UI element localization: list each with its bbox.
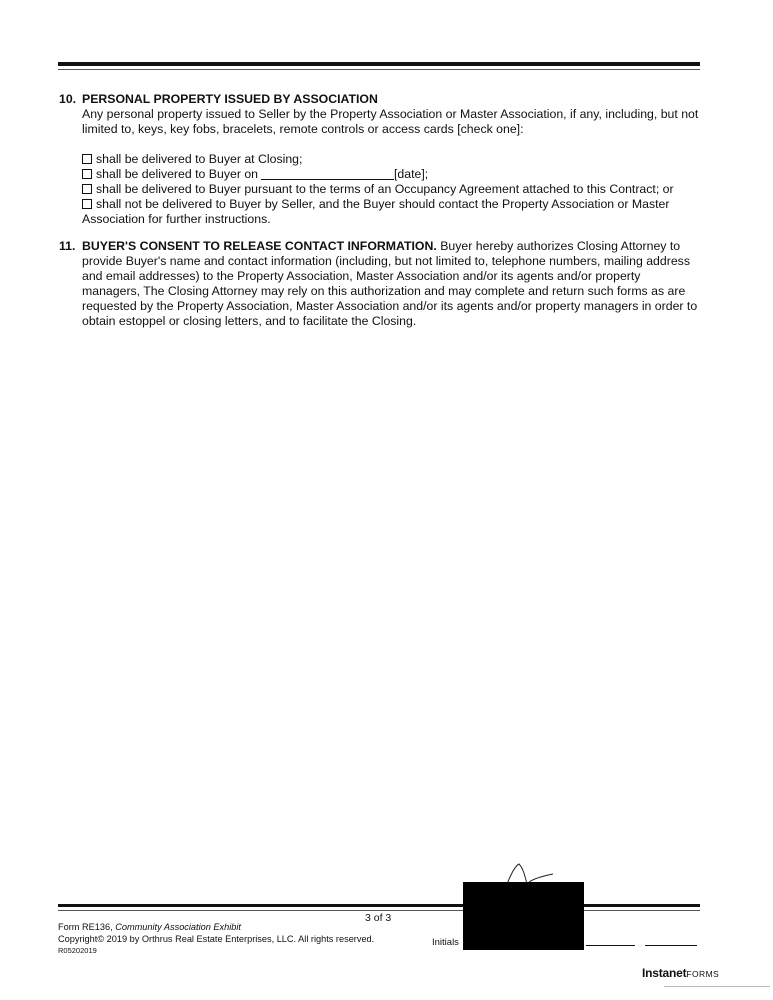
form-number: Form RE136, <box>58 922 113 932</box>
option-on-date <box>82 167 699 182</box>
redaction-block <box>463 882 584 950</box>
section-11 <box>59 239 699 329</box>
section-10-intro: Any personal property issued to Seller by the Property Association or Master Association, if any, including, but not limited to, keys, key fobs, bracelets, remote controls or access cards [check one]: <box>82 107 699 136</box>
initials-line-4[interactable] <box>645 945 697 946</box>
page-number: 3 of 3 <box>365 912 392 924</box>
logo-main: Instanet <box>642 966 687 980</box>
instanet-logo <box>642 966 719 980</box>
section-10 <box>59 92 699 227</box>
section-11-body: Buyer hereby authorizes Closing Attorney to provide Buyer's name and contact information (including, but not limited to, telephone numbers, mailing address and email addresses) to the Property Association, Master Association and/or its agents and/or property managers, The Closing Attorney may rely on this authorization and may complete and return such forms as are requested by the Property Association, Master Association and/or its agents and/or property managers in order to obtain estoppel or closing letters, and to facilitate the Closing. <box>82 239 698 328</box>
initials-label: Initials <box>432 937 459 948</box>
logo-underline <box>664 986 770 987</box>
form-title: Community Association Exhibit <box>115 922 241 932</box>
bottom-rule-thin <box>58 910 700 911</box>
checkbox-at-closing[interactable] <box>82 154 92 164</box>
revision-code: R05202019 <box>58 946 97 955</box>
bottom-rule <box>58 904 700 907</box>
checkbox-on-date[interactable] <box>82 169 92 179</box>
option-not-delivered-text: shall not be delivered to Buyer by Seller, and the Buyer should contact the Property Association or Master Association for further instructions. <box>82 197 670 226</box>
option-at-closing-text: shall be delivered to Buyer at Closing; <box>96 152 303 166</box>
section-10-heading: PERSONAL PROPERTY ISSUED BY ASSOCIATION <box>82 92 378 106</box>
option-on-date-suffix: [date]; <box>394 167 429 181</box>
section-10-number: 10. <box>59 92 77 106</box>
section-10-options <box>82 152 699 227</box>
form-id-line <box>58 922 241 933</box>
option-not-delivered <box>82 197 699 227</box>
option-occupancy-agreement <box>82 182 699 197</box>
option-occupancy-agreement-text: shall be delivered to Buyer pursuant to the terms of an Occupancy Agreement attached to this Contract; or <box>96 182 674 196</box>
option-at-closing <box>82 152 699 167</box>
top-rule <box>58 62 700 66</box>
initials-line-3[interactable] <box>586 945 635 946</box>
section-11-number: 11. <box>59 239 76 253</box>
copyright: Copyright© 2019 by Orthrus Real Estate Enterprises, LLC. All rights reserved. <box>58 934 375 944</box>
date-blank-field[interactable] <box>261 168 394 180</box>
checkbox-occupancy-agreement[interactable] <box>82 184 92 194</box>
logo-sub: FORMS <box>686 969 720 979</box>
checkbox-not-delivered[interactable] <box>82 199 92 209</box>
section-11-heading: BUYER'S CONSENT TO RELEASE CONTACT INFORMATION. <box>82 239 437 253</box>
option-on-date-text: shall be delivered to Buyer on <box>96 167 259 181</box>
top-rule-thin <box>58 69 700 70</box>
